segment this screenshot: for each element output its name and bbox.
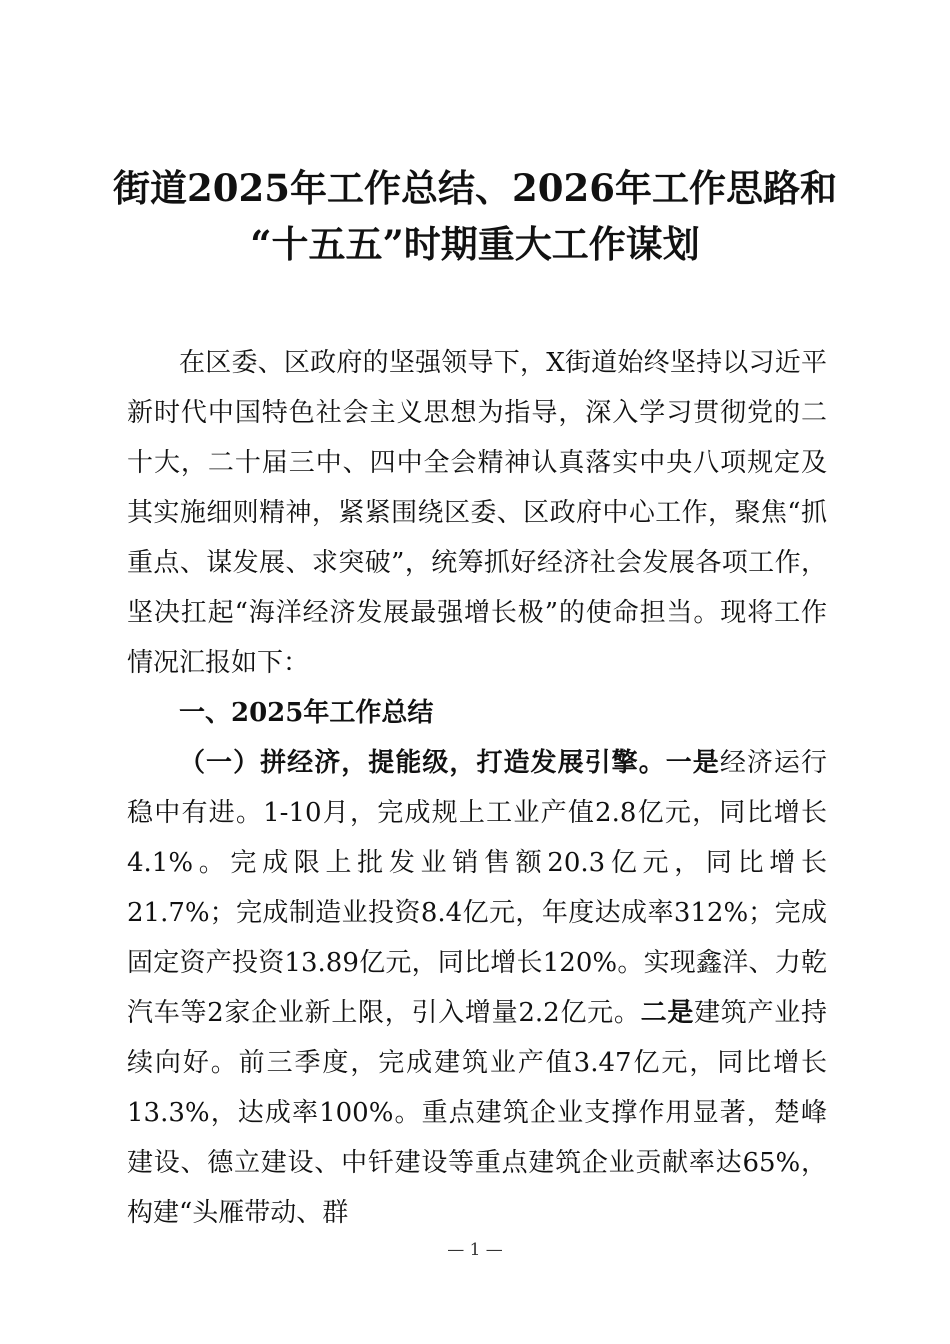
point-2-label: 二是 — [640, 998, 695, 1028]
point-1-label: 一是 — [665, 748, 720, 778]
title-line-1: 街道2025年工作总结、2026年工作思路和 — [113, 166, 837, 210]
document-title — [100, 160, 850, 272]
section-heading: 一、2025年工作总结 — [179, 698, 434, 728]
intro-paragraph: 在区委、区政府的坚强领导下，X街道始终坚持以习近平新时代中国特色社会主义思想为指导，深入学习贯彻党的二十大，二十届三中、四中全会精神认真落实中央八项规定及其实施细则精神，紧紧围绕区委、区政府中心工作，聚焦“抓重点、谋发展、求突破”，统筹抓好经济社会发展各项工作，坚决扛起“海洋经济发展最强增长极”的使命担当。现将工作情况汇报如下： — [127, 348, 827, 678]
document-body — [127, 338, 827, 1238]
point-2-text: 建筑产业持续向好。前三季度，完成建筑业产值3.47亿元，同比增长13.3%，达成率100%。重点建筑企业支撑作用显著，楚峰建设、德立建设、中钎建设等重点建筑企业贡献率达65%，构建“头雁带动、群 — [127, 998, 827, 1228]
point-1-text: 经济运行稳中有进。1-10月，完成规上工业产值2.8亿元，同比增长4.1%。完成限上批发业销售额20.3亿元，同比增长21.7%；完成制造业投资8.4亿元，年度达成率312%；完成固定资产投资13.89亿元，同比增长120%。实现鑫洋、力乾汽车等2家企业新上限，引入增量2.2亿元。 — [127, 748, 827, 1028]
title-line-2: “十五五”时期重大工作谋划 — [250, 222, 700, 266]
page-number: — 1 — — [447, 1240, 503, 1260]
subsection-paragraph — [127, 738, 827, 1238]
subsection-heading: （一）拼经济，提能级，打造发展引擎。 — [179, 748, 666, 778]
